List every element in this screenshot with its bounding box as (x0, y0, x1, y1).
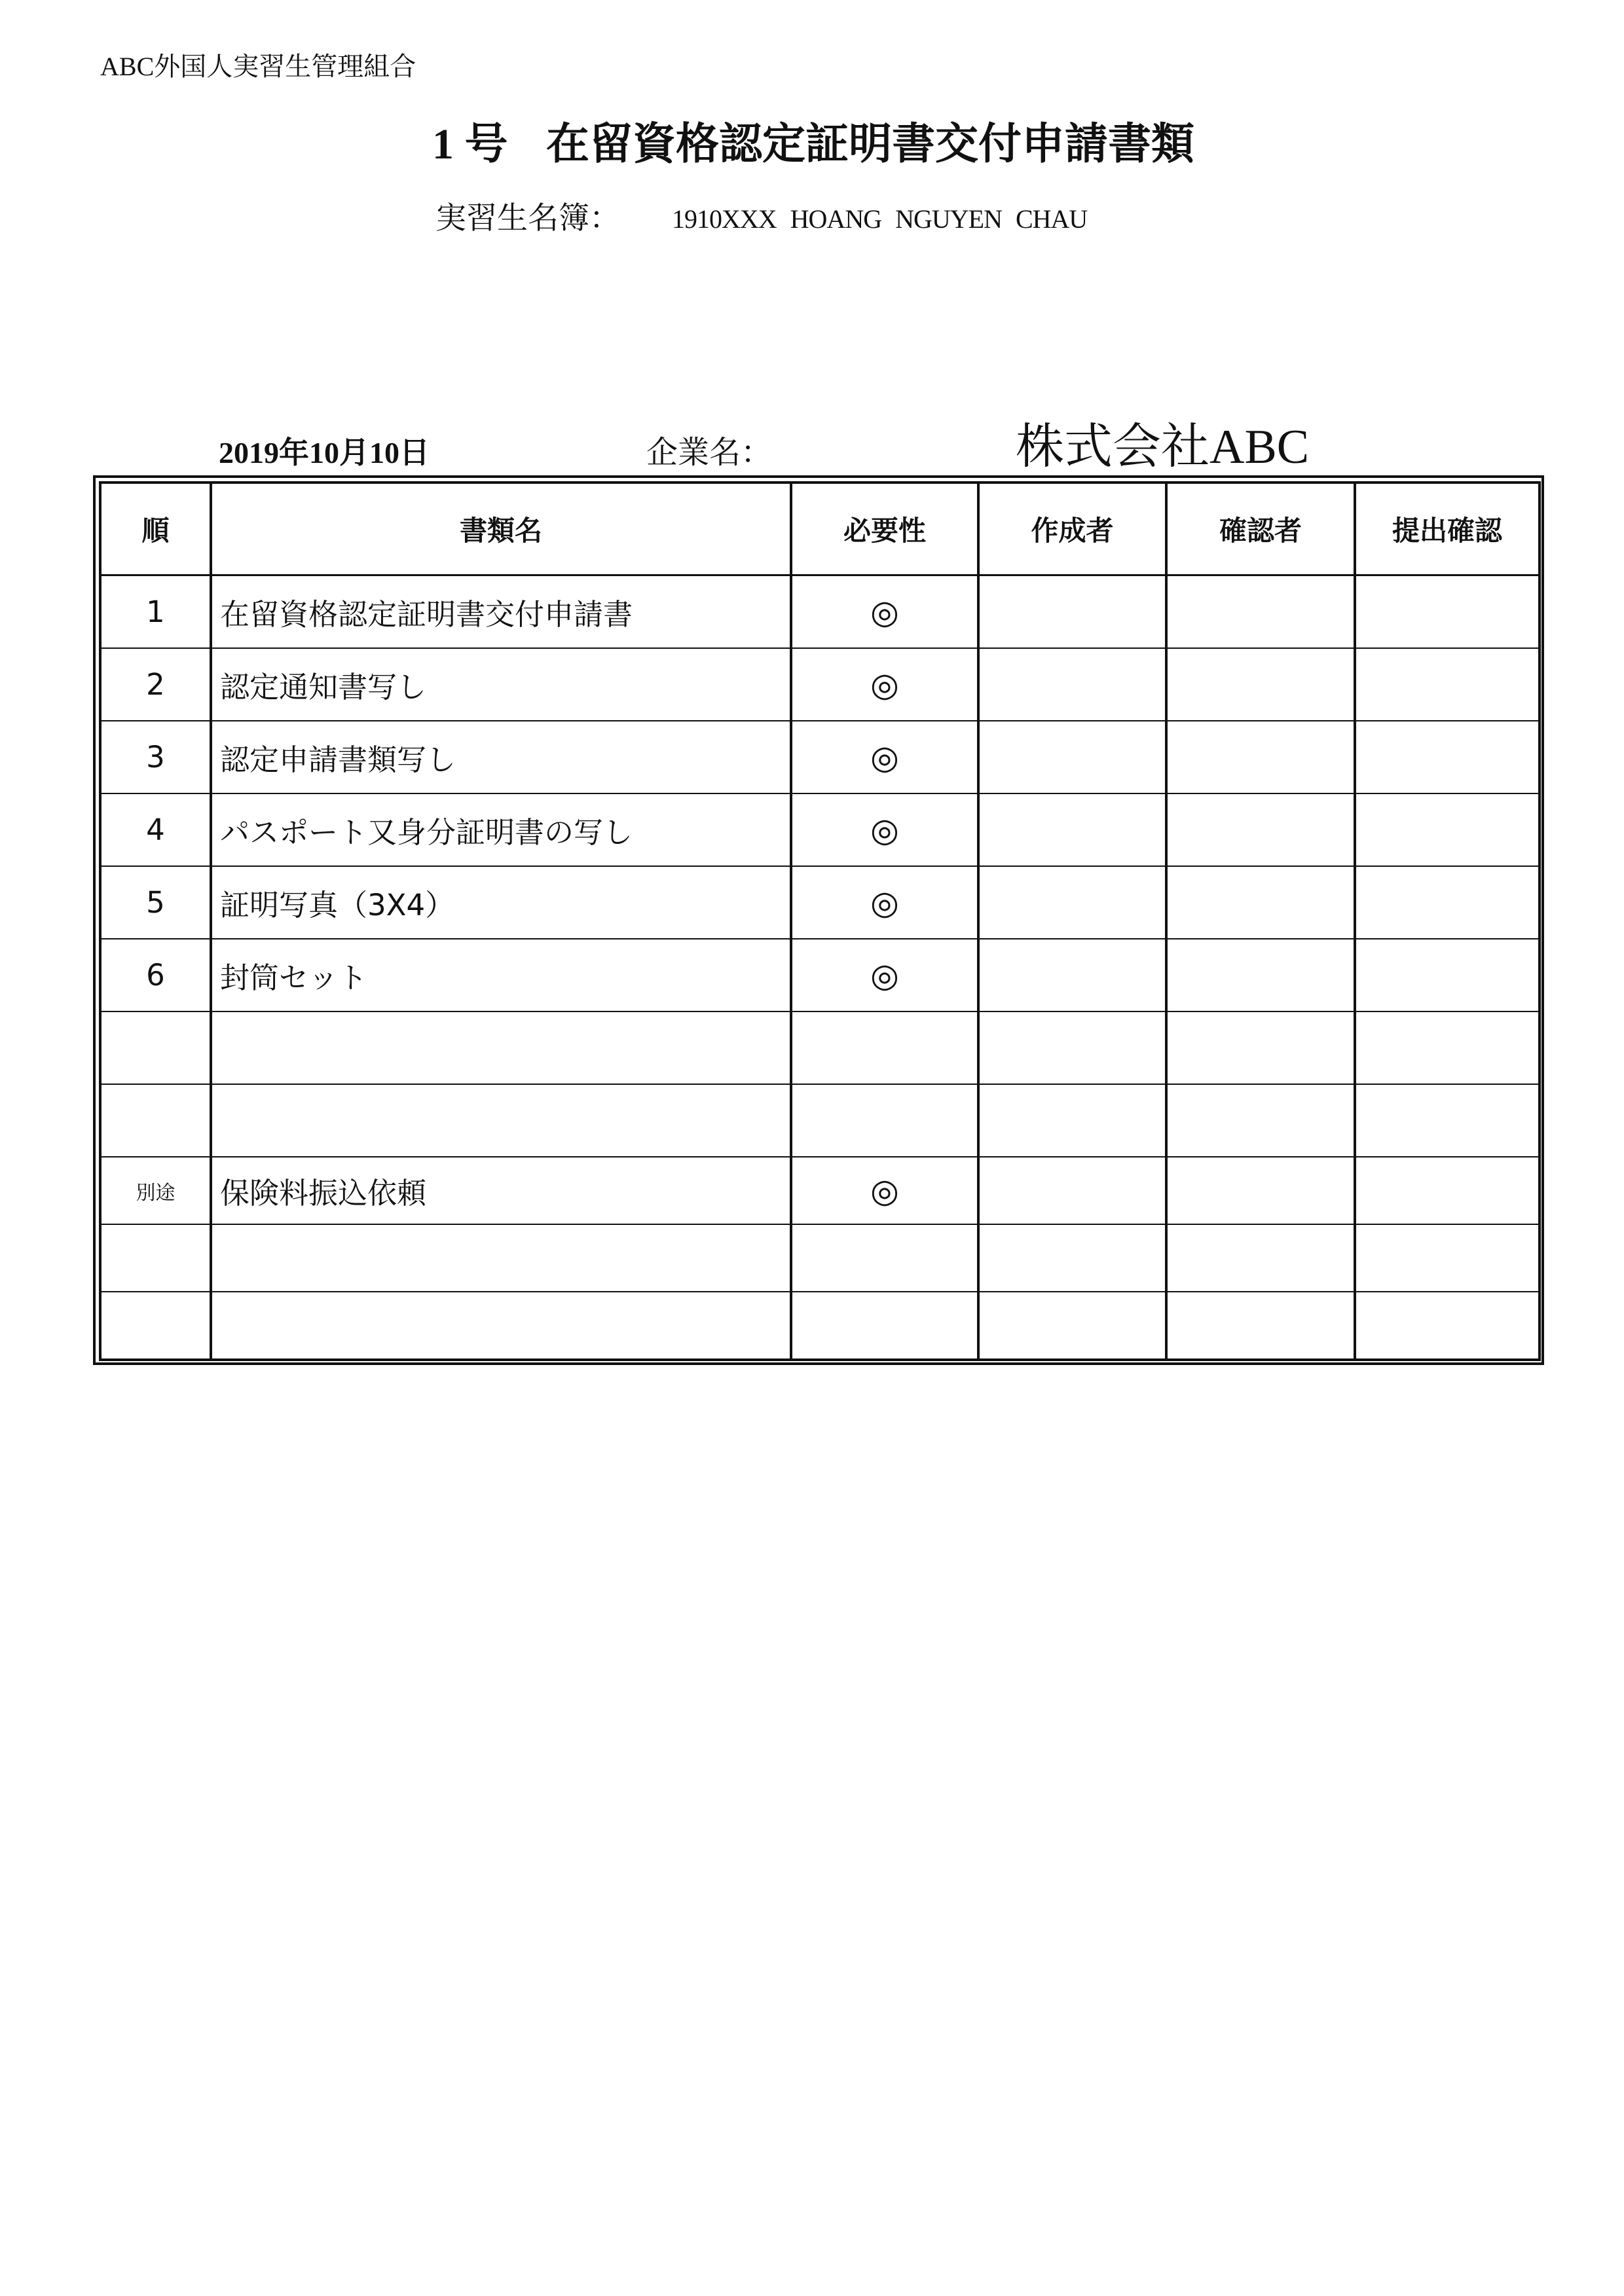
row-number-cell: 4 (100, 793, 211, 866)
creator-cell (978, 866, 1166, 939)
checker-cell (1166, 1224, 1355, 1292)
document-name-cell: 証明写真（3X4） (211, 866, 791, 939)
row-number-cell: 1 (100, 575, 211, 649)
submission-check-cell (1355, 1011, 1540, 1084)
submission-check-cell (1355, 793, 1540, 866)
creator-cell (978, 939, 1166, 1011)
page-title: 在留資格認定証明書交付申請書類 (546, 120, 1194, 168)
checker-cell (1166, 1157, 1355, 1224)
submission-check-cell (1355, 1157, 1540, 1224)
column-header-submission-check: 提出確認 (1355, 483, 1540, 575)
document-name-cell: 封筒セット (211, 939, 791, 1011)
column-header-order: 順 (100, 483, 211, 575)
row-number-cell: 別途 (100, 1157, 211, 1224)
document-name-cell: 保険料振込依頼 (211, 1157, 791, 1224)
creator-cell (978, 575, 1166, 649)
trainee-list-value: 1910XXX HOANG NGUYEN CHAU (672, 204, 1088, 234)
company-label: 企業名： (646, 435, 773, 470)
creator-cell (978, 1011, 1166, 1084)
column-header-creator: 作成者 (978, 483, 1166, 575)
row-number-cell (100, 1292, 211, 1360)
document-name-cell (211, 1292, 791, 1360)
submission-check-cell (1355, 1084, 1540, 1157)
submission-check-cell (1355, 939, 1540, 1011)
table-row (100, 1084, 1540, 1157)
table-row (100, 1157, 1540, 1224)
document-name-cell (211, 1224, 791, 1292)
checker-cell (1166, 721, 1355, 793)
creator-cell (978, 1292, 1166, 1360)
submission-check-cell (1355, 721, 1540, 793)
column-header-required: 必要性 (791, 483, 978, 575)
table-row (100, 1292, 1540, 1360)
document-name-cell: 認定申請書類写し (211, 721, 791, 793)
table-row (100, 939, 1540, 1011)
row-number-cell (100, 1224, 211, 1292)
table-row (100, 575, 1540, 649)
column-header-document-name: 書類名 (211, 483, 791, 575)
checker-cell (1166, 866, 1355, 939)
table-row (100, 1011, 1540, 1084)
required-mark-cell (791, 1011, 978, 1084)
required-mark-cell: ◎ (791, 575, 978, 649)
checker-cell (1166, 575, 1355, 649)
page-title-number: 1 号 (432, 120, 508, 168)
required-mark-cell: ◎ (791, 866, 978, 939)
submission-check-cell (1355, 575, 1540, 649)
checker-cell (1166, 793, 1355, 866)
form-date: 2019年10月10日 (219, 436, 430, 469)
organization-name: ABC外国人実習生管理組合 (100, 52, 416, 81)
document-name-cell (211, 1011, 791, 1084)
row-number-cell: 5 (100, 866, 211, 939)
table-row (100, 793, 1540, 866)
row-number-cell: 6 (100, 939, 211, 1011)
creator-cell (978, 1084, 1166, 1157)
required-mark-cell: ◎ (791, 648, 978, 721)
submission-check-cell (1355, 1224, 1540, 1292)
required-mark-cell: ◎ (791, 721, 978, 793)
required-mark-cell: ◎ (791, 1157, 978, 1224)
column-header-checker: 確認者 (1166, 483, 1355, 575)
row-number-cell (100, 1011, 211, 1084)
required-mark-cell: ◎ (791, 939, 978, 1011)
checker-cell (1166, 1084, 1355, 1157)
document-name-cell (211, 1084, 791, 1157)
submission-check-cell (1355, 866, 1540, 939)
creator-cell (978, 793, 1166, 866)
required-mark-cell (791, 1224, 978, 1292)
checker-cell (1166, 939, 1355, 1011)
document-name-cell: 在留資格認定証明書交付申請書 (211, 575, 791, 649)
submission-check-cell (1355, 1292, 1540, 1360)
required-mark-cell (791, 1292, 978, 1360)
creator-cell (978, 721, 1166, 793)
required-mark-cell (791, 1084, 978, 1157)
row-number-cell (100, 1084, 211, 1157)
document-name-cell: 認定通知書写し (211, 648, 791, 721)
creator-cell (978, 648, 1166, 721)
trainee-list-label: 実習生名簿： (435, 202, 620, 236)
table-row (100, 866, 1540, 939)
table-row (100, 721, 1540, 793)
document-name-cell: パスポート又身分証明書の写し (211, 793, 791, 866)
table-header-row (100, 483, 1540, 575)
checker-cell (1166, 1011, 1355, 1084)
row-number-cell: 2 (100, 648, 211, 721)
creator-cell (978, 1224, 1166, 1292)
document-checklist-table (99, 481, 1541, 1361)
creator-cell (978, 1157, 1166, 1224)
table-row (100, 648, 1540, 721)
table-row (100, 1224, 1540, 1292)
company-name: 株式会社ABC (1016, 420, 1310, 474)
submission-check-cell (1355, 648, 1540, 721)
required-mark-cell: ◎ (791, 793, 978, 866)
checker-cell (1166, 1292, 1355, 1360)
row-number-cell: 3 (100, 721, 211, 793)
checker-cell (1166, 648, 1355, 721)
